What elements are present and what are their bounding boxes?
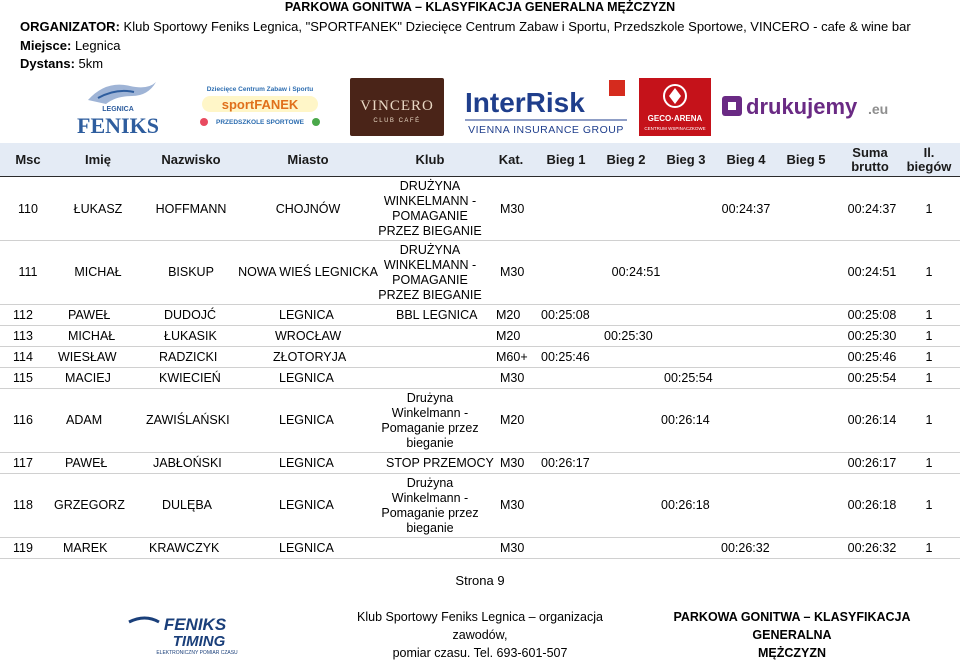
geco-text: GECO·ARENA: [647, 114, 703, 123]
cell-suma: 00:26:17: [847, 455, 897, 470]
cell-bieg4: [776, 178, 836, 240]
cell-miasto: CHOJNÓW: [275, 201, 341, 216]
organizer-value: Klub Sportowy Feniks Legnica, "SPORTFANEK" Dziecięce Centrum Zabaw i Sportu, Przedszkole Sportowe, VINCERO - cafe & wine bar: [123, 19, 911, 34]
cell-bieg5: [800, 389, 830, 452]
cell-msc: 114: [13, 349, 33, 364]
cell-klub: [396, 368, 486, 388]
cell-il: 1: [925, 370, 933, 385]
feniks-timing-logo: [125, 612, 265, 656]
cell-bieg1: [541, 538, 581, 558]
feniks-logo-sub: LEGNICA: [102, 106, 134, 113]
cell-miasto: NOWA WIEŚ LEGNICKA: [238, 265, 378, 279]
col-header-bieg5: Bieg 5: [786, 152, 826, 167]
cell-msc: 112: [13, 307, 33, 322]
footer-title-line2: MĘŻCZYZN: [757, 646, 827, 660]
results-table-header: [0, 143, 960, 177]
col-header-imie: Imię: [84, 152, 111, 167]
cell-il: 1: [925, 540, 933, 555]
cell-miasto: LEGNICA: [279, 455, 334, 470]
cell-bieg5: [800, 474, 830, 537]
cell-msc: 118: [13, 498, 33, 512]
vincero-sub: CLUB CAFÉ: [373, 118, 421, 124]
cell-bieg1: [541, 474, 581, 537]
cell-bieg1: [541, 368, 581, 388]
col-header-il-line2: biegów: [906, 159, 952, 174]
vincero-text: VINCERO: [360, 98, 434, 114]
cell-bieg2: [620, 347, 660, 367]
cell-imie: MAREK: [63, 540, 108, 555]
cell-bieg1: 00:26:17: [541, 455, 590, 470]
cell-bieg4: [740, 305, 780, 325]
table-row: [0, 389, 960, 453]
cell-bieg1: 00:25:46: [541, 349, 590, 364]
footer-title: [642, 608, 942, 662]
cell-il: 1: [925, 307, 933, 322]
cell-bieg2: [600, 389, 640, 452]
col-header-suma-line2: brutto: [851, 159, 889, 174]
cell-bieg5: [800, 326, 830, 346]
cell-bieg3: [680, 326, 720, 346]
cell-bieg1: [536, 178, 596, 240]
cell-bieg2: [600, 368, 640, 388]
cell-nazwisko: HOFFMANN: [155, 201, 227, 216]
feniks-timing-sub: TIMING: [172, 633, 226, 650]
cell-kat: M20: [500, 413, 525, 427]
cell-bieg4: 00:26:32: [721, 540, 770, 555]
cell-kat: M30: [500, 540, 525, 555]
cell-kat: M30: [500, 265, 525, 279]
cell-klub: [396, 326, 486, 346]
cell-klub: Drużyna Winkelmann - Pomaganie przez bieganie: [381, 390, 479, 450]
cell-bieg5: [796, 241, 836, 304]
cell-bieg1: [541, 326, 581, 346]
cell-imie: MACIEJ: [65, 370, 111, 385]
cell-bieg3: [680, 453, 720, 473]
cell-nazwisko: BISKUP: [168, 265, 214, 279]
footer-title-line1: PARKOWA GONITWA – KLASYFIKACJA GENERALNA: [673, 610, 911, 642]
cell-klub: BBL LEGNICA: [396, 307, 478, 322]
cell-msc: 119: [13, 540, 33, 555]
geco-arena-logo: [639, 78, 711, 136]
cell-nazwisko: RADZICKI: [159, 349, 218, 364]
cell-kat: M20: [496, 328, 521, 343]
interisk-logo: [463, 76, 629, 136]
cell-bieg5: [800, 368, 830, 388]
organizer-line: [20, 18, 911, 35]
cell-msc: 115: [13, 370, 33, 385]
col-header-miasto: Miasto: [287, 152, 329, 167]
cell-kat: M30: [500, 498, 525, 512]
cell-nazwisko: ZAWIŚLAŃSKI: [146, 413, 230, 427]
cell-il: 1: [925, 455, 933, 470]
col-header-bieg2: Bieg 2: [606, 152, 646, 167]
table-row: [0, 474, 960, 538]
cell-msc: 113: [13, 328, 33, 343]
cell-nazwisko: KRAWCZYK: [149, 540, 220, 555]
cell-il: 1: [925, 498, 933, 512]
table-row: [0, 305, 960, 326]
cell-nazwisko: JABŁOŃSKI: [153, 455, 222, 470]
sportfanek-logo: [196, 82, 324, 132]
table-row: [0, 326, 960, 347]
feniks-logo: [68, 78, 168, 138]
cell-bieg3: 00:25:54: [664, 370, 713, 385]
cell-bieg3: 00:24:37: [721, 201, 771, 216]
cell-suma: 00:24:51: [847, 265, 897, 279]
sportfanek-sub: PRZEDSZKOLE SPORTOWE: [216, 119, 304, 126]
distance-label: Dystans:: [20, 56, 75, 71]
cell-bieg5: [800, 453, 830, 473]
table-row: [0, 538, 960, 559]
cell-bieg2: [620, 305, 660, 325]
col-header-nazwisko: Nazwisko: [161, 152, 221, 167]
drukujemy-text: drukujemy: [746, 94, 858, 119]
cell-klub: [396, 347, 486, 367]
cell-imie: WIESŁAW: [58, 349, 117, 364]
cell-bieg1: [541, 389, 581, 452]
feniks-timing-main: FENIKS: [163, 615, 227, 634]
cell-bieg4: [740, 389, 780, 452]
distance-value: 5km: [78, 56, 104, 71]
cell-imie: PAWEŁ: [65, 455, 108, 470]
vincero-logo: [350, 78, 444, 136]
table-row: [0, 453, 960, 474]
cell-imie: ŁUKASZ: [73, 201, 123, 216]
col-header-msc: Msc: [15, 152, 41, 167]
cell-bieg1: [536, 241, 596, 304]
interisk-sub: VIENNA INSURANCE GROUP: [468, 124, 624, 136]
cell-bieg5: [800, 538, 830, 558]
table-row: [0, 368, 960, 389]
cell-klub: DRUŻYNA WINKELMANN - POMAGANIE PRZEZ BIEGANIE: [378, 179, 482, 238]
place-value: Legnica: [74, 38, 121, 53]
place-label: Miejsce:: [20, 38, 72, 53]
cell-msc: 117: [13, 455, 33, 470]
cell-bieg4: [740, 368, 780, 388]
cell-bieg2: [600, 474, 640, 537]
cell-suma: 00:25:54: [847, 370, 897, 385]
cell-suma: 00:25:46: [847, 349, 897, 364]
col-header-suma-line1: Suma: [852, 145, 888, 160]
cell-miasto: ZŁOTORYJA: [273, 349, 347, 364]
cell-bieg4: [740, 347, 780, 367]
place-line: [20, 37, 120, 54]
geco-sub: CENTRUM WSPINACZKOWE: [644, 126, 706, 131]
footer-organizer-line1: Klub Sportowy Feniks Legnica – organizacja zawodów,: [357, 610, 603, 642]
cell-nazwisko: DULĘBA: [162, 498, 213, 512]
cell-klub: DRUŻYNA WINKELMANN - POMAGANIE PRZEZ BIEGANIE: [378, 242, 482, 302]
cell-msc: 116: [13, 413, 33, 427]
cell-nazwisko: ŁUKASIK: [164, 328, 217, 343]
feniks-logo-text: FENIKS: [77, 113, 159, 138]
col-header-il: [904, 143, 954, 177]
sportfanek-top: Dziecięce Centrum Zabaw i Sportu: [206, 86, 314, 93]
sportfanek-main: sportFANEK: [221, 97, 299, 112]
cell-bieg3: [676, 241, 736, 304]
organizer-label: ORGANIZATOR:: [20, 19, 120, 34]
cell-suma: 00:25:08: [847, 307, 897, 322]
cell-klub: Drużyna Winkelmann - Pomaganie przez bieganie: [381, 475, 479, 535]
cell-miasto: LEGNICA: [279, 307, 334, 322]
cell-kat: M60+: [496, 349, 528, 364]
cell-bieg3: 00:26:18: [661, 498, 710, 512]
cell-suma: 00:24:37: [847, 201, 897, 216]
cell-bieg2: [620, 453, 660, 473]
cell-bieg3: [680, 305, 720, 325]
cell-suma: 00:26:14: [847, 413, 897, 427]
col-header-klub: Klub: [415, 152, 445, 167]
cell-bieg4: [740, 453, 780, 473]
table-row: [0, 347, 960, 368]
drukujemy-tld: .eu: [868, 101, 889, 117]
cell-bieg5: [800, 347, 830, 367]
col-header-kat: Kat.: [498, 152, 524, 167]
cell-klub: STOP PRZEMOCY: [386, 455, 494, 470]
footer-organizer-line2: pomiar czasu. Tel. 693-601-507: [392, 646, 568, 660]
page-heading: PARKOWA GONITWA – KLASYFIKACJA GENERALNA MĘŻCZYZN: [284, 0, 676, 14]
cell-miasto: LEGNICA: [279, 540, 334, 555]
cell-miasto: LEGNICA: [279, 370, 334, 385]
cell-il: 1: [925, 201, 933, 216]
cell-bieg3: 00:26:14: [661, 413, 710, 427]
cell-bieg2: 00:24:51: [611, 265, 661, 279]
cell-il: 1: [925, 413, 933, 427]
cell-imie: PAWEŁ: [68, 307, 111, 322]
cell-kat: M30: [500, 455, 525, 470]
cell-kat: M30: [500, 201, 525, 216]
cell-bieg2: 00:25:30: [604, 328, 653, 343]
drukujemy-logo: [722, 92, 898, 120]
cell-kat: M30: [500, 370, 525, 385]
cell-il: 1: [925, 265, 933, 279]
interisk-text: InterRisk: [465, 87, 585, 118]
col-header-bieg4: Bieg 4: [726, 152, 766, 167]
table-row: [0, 178, 960, 241]
cell-il: 1: [925, 328, 933, 343]
col-header-bieg3: Bieg 3: [666, 152, 706, 167]
cell-kat: M20: [496, 307, 521, 322]
cell-imie: ADAM: [66, 413, 103, 427]
cell-bieg4: [736, 241, 796, 304]
cell-bieg2: [596, 178, 656, 240]
cell-miasto: LEGNICA: [279, 498, 334, 512]
cell-bieg3: [680, 347, 720, 367]
cell-bieg5: [800, 305, 830, 325]
cell-suma: 00:26:18: [847, 498, 897, 512]
col-header-bieg1: Bieg 1: [546, 152, 586, 167]
cell-msc: 111: [18, 265, 38, 279]
cell-imie: GRZEGORZ: [54, 498, 125, 512]
cell-msc: 110: [18, 201, 38, 216]
cell-nazwisko: DUDOJĆ: [164, 307, 217, 322]
cell-bieg4: [740, 474, 780, 537]
cell-bieg3: [660, 538, 700, 558]
col-header-il-line1: Il.: [923, 145, 935, 160]
cell-bieg1: 00:25:08: [541, 307, 590, 322]
page-number: Strona 9: [455, 573, 505, 588]
cell-imie: MICHAŁ: [74, 265, 122, 279]
footer-organizer: [330, 608, 630, 662]
cell-suma: 00:26:32: [847, 540, 897, 555]
cell-klub: [396, 538, 486, 558]
cell-suma: 00:25:30: [847, 328, 897, 343]
cell-bieg4: [740, 326, 780, 346]
cell-bieg2: [600, 538, 640, 558]
distance-line: [20, 55, 103, 72]
col-header-suma: [836, 143, 904, 177]
table-row: [0, 241, 960, 305]
cell-miasto: WROCŁAW: [275, 328, 342, 343]
cell-il: 1: [925, 349, 933, 364]
cell-imie: MICHAŁ: [68, 328, 116, 343]
cell-miasto: LEGNICA: [279, 413, 334, 427]
feniks-timing-tag: ELEKTRONICZNY POMIAR CZASU: [156, 650, 238, 656]
cell-nazwisko: KWIECIEŃ: [159, 370, 221, 385]
